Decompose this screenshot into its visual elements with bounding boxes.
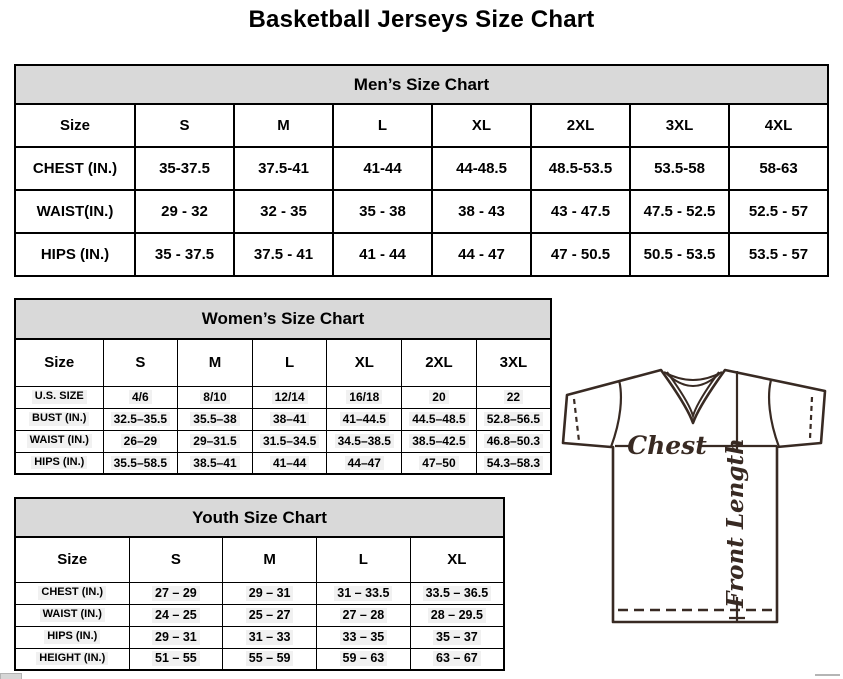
youth-cell-value	[410, 648, 504, 670]
womens-cell-value-text: 31.5–34.5	[260, 434, 319, 448]
womens-row-label	[15, 408, 103, 430]
mens-cell-value: 32 - 35	[234, 190, 333, 233]
jersey-measurement-diagram	[553, 358, 843, 668]
mens-table-title-row	[15, 65, 828, 104]
womens-cell-value	[178, 408, 253, 430]
womens-cell-value-text: 47–50	[419, 456, 458, 470]
womens-row-label-text: BUST (IN.)	[29, 412, 89, 425]
mens-cell-value: 44 - 47	[432, 233, 531, 276]
mens-column-header: 3XL	[630, 104, 729, 147]
womens-cell-value	[402, 408, 477, 430]
youth-cell-value-text: 28 – 29.5	[428, 608, 486, 623]
womens-row-label	[15, 430, 103, 452]
youth-cell-value-text: 55 – 59	[246, 651, 294, 666]
womens-cell-value-text: 12/14	[272, 390, 308, 404]
youth-cell-value-text: 33 – 35	[340, 630, 388, 645]
youth-column-header-row	[15, 537, 504, 582]
chest-label: Chest	[627, 431, 707, 460]
womens-cell-value-text: 29–31.5	[190, 434, 239, 448]
youth-cell-value-text: 59 – 63	[340, 651, 388, 666]
mens-column-header: XL	[432, 104, 531, 147]
youth-cell-value-text: 35 – 37	[433, 630, 481, 645]
right-cuff-dashed-line	[810, 397, 812, 439]
womens-cell-value	[103, 452, 178, 474]
womens-cell-value	[103, 408, 178, 430]
womens-cell-value	[178, 452, 253, 474]
youth-table-title: Youth Size Chart	[15, 498, 504, 537]
mens-table-row	[15, 190, 828, 233]
womens-size-table	[14, 298, 552, 475]
womens-table-row	[15, 452, 551, 474]
youth-row-label-text: HIPS (IN.)	[44, 630, 100, 643]
mens-cell-value: 53.5 - 57	[729, 233, 828, 276]
womens-cell-value	[476, 408, 551, 430]
womens-table-row	[15, 386, 551, 408]
womens-column-header: 3XL	[476, 339, 551, 386]
mens-size-table	[14, 64, 829, 277]
youth-cell-value-text: 31 – 33.5	[334, 586, 392, 601]
womens-cell-value-text: 35.5–38	[190, 412, 239, 426]
womens-table-row	[15, 408, 551, 430]
mens-cell-value: 58-63	[729, 147, 828, 190]
mens-cell-value: 48.5-53.5	[531, 147, 630, 190]
mens-cell-value: 43 - 47.5	[531, 190, 630, 233]
womens-row-label-text: U.S. SIZE	[32, 390, 87, 403]
mens-row-label: WAIST(IN.)	[15, 190, 135, 233]
womens-column-header: 2XL	[402, 339, 477, 386]
womens-cell-value	[252, 430, 327, 452]
womens-cell-value	[476, 386, 551, 408]
mens-column-header-row	[15, 104, 828, 147]
youth-cell-value	[317, 626, 411, 648]
womens-cell-value-text: 44–47	[345, 456, 384, 470]
mens-row-label: CHEST (IN.)	[15, 147, 135, 190]
youth-cell-value	[223, 582, 317, 604]
youth-cell-value	[223, 604, 317, 626]
womens-cell-value-text: 54.3–58.3	[484, 456, 543, 470]
youth-cell-value	[129, 604, 223, 626]
womens-cell-value-text: 35.5–58.5	[111, 456, 170, 470]
womens-cell-value	[402, 430, 477, 452]
scrollbar-fragment-left	[0, 673, 22, 679]
mens-column-header: L	[333, 104, 432, 147]
womens-cell-value	[252, 386, 327, 408]
womens-table-row	[15, 430, 551, 452]
womens-cell-value-text: 16/18	[346, 390, 382, 404]
mens-cell-value: 38 - 43	[432, 190, 531, 233]
youth-table-row	[15, 604, 504, 626]
womens-row-label-text: HIPS (IN.)	[31, 456, 87, 469]
womens-cell-value-text: 32.5–35.5	[111, 412, 170, 426]
jersey-outline	[563, 370, 825, 622]
youth-row-label	[15, 648, 129, 670]
youth-cell-value	[410, 604, 504, 626]
womens-row-label	[15, 386, 103, 408]
youth-row-label-text: HEIGHT (IN.)	[36, 652, 108, 665]
womens-table-title-row	[15, 299, 551, 339]
youth-cell-value	[129, 648, 223, 670]
womens-cell-value-text: 38.5–42.5	[409, 434, 468, 448]
page-title: Basketball Jerseys Size Chart	[248, 6, 595, 33]
youth-cell-value-text: 27 – 29	[152, 586, 200, 601]
youth-column-header: L	[317, 537, 411, 582]
mens-cell-value: 41-44	[333, 147, 432, 190]
youth-column-header: M	[223, 537, 317, 582]
womens-cell-value-text: 38.5–41	[190, 456, 239, 470]
womens-cell-value-text: 26–29	[121, 434, 160, 448]
youth-row-label	[15, 604, 129, 626]
mens-cell-value: 29 - 32	[135, 190, 234, 233]
youth-column-header: S	[129, 537, 223, 582]
mens-cell-value: 37.5 - 41	[234, 233, 333, 276]
mens-cell-value: 50.5 - 53.5	[630, 233, 729, 276]
womens-row-label	[15, 452, 103, 474]
mens-table-row	[15, 233, 828, 276]
collar-vband	[667, 372, 719, 416]
youth-cell-value	[317, 648, 411, 670]
youth-table-row	[15, 626, 504, 648]
mens-column-header: Size	[15, 104, 135, 147]
womens-column-header: L	[252, 339, 327, 386]
youth-row-label	[15, 582, 129, 604]
womens-cell-value-text: 41–44	[270, 456, 309, 470]
left-cuff-dashed-line	[574, 399, 579, 441]
womens-cell-value-text: 41–44.5	[340, 412, 389, 426]
front-length-label: Front Length	[722, 438, 749, 608]
womens-cell-value-text: 20	[429, 390, 448, 404]
mens-cell-value: 35 - 38	[333, 190, 432, 233]
youth-column-header: XL	[410, 537, 504, 582]
youth-cell-value-text: 27 – 28	[340, 608, 388, 623]
womens-cell-value	[103, 430, 178, 452]
youth-cell-value	[223, 626, 317, 648]
youth-cell-value-text: 51 – 55	[152, 651, 200, 666]
womens-column-header-row	[15, 339, 551, 386]
womens-table-title: Women’s Size Chart	[15, 299, 551, 339]
youth-row-label-text: CHEST (IN.)	[38, 586, 106, 599]
womens-cell-value	[327, 408, 402, 430]
youth-cell-value	[129, 626, 223, 648]
youth-column-header: Size	[15, 537, 129, 582]
womens-column-header: M	[178, 339, 253, 386]
youth-cell-value	[223, 648, 317, 670]
youth-cell-value-text: 29 – 31	[152, 630, 200, 645]
mens-cell-value: 47.5 - 52.5	[630, 190, 729, 233]
womens-cell-value	[178, 386, 253, 408]
womens-row-label-text: WAIST (IN.)	[27, 434, 92, 447]
womens-cell-value-text: 52.8–56.5	[484, 412, 543, 426]
womens-cell-value	[327, 452, 402, 474]
mens-cell-value: 53.5-58	[630, 147, 729, 190]
youth-cell-value	[317, 604, 411, 626]
mens-cell-value: 35-37.5	[135, 147, 234, 190]
womens-column-header: S	[103, 339, 178, 386]
womens-cell-value	[476, 452, 551, 474]
mens-cell-value: 44-48.5	[432, 147, 531, 190]
mens-column-header: 4XL	[729, 104, 828, 147]
womens-cell-value	[252, 452, 327, 474]
womens-cell-value-text: 34.5–38.5	[335, 434, 394, 448]
youth-cell-value	[410, 582, 504, 604]
womens-cell-value-text: 46.8–50.3	[484, 434, 543, 448]
womens-cell-value	[103, 386, 178, 408]
youth-cell-value	[129, 582, 223, 604]
womens-cell-value-text: 8/10	[200, 390, 229, 404]
mens-cell-value: 41 - 44	[333, 233, 432, 276]
womens-column-header: XL	[327, 339, 402, 386]
womens-cell-value	[402, 452, 477, 474]
womens-cell-value	[476, 430, 551, 452]
womens-cell-value	[402, 386, 477, 408]
youth-cell-value-text: 31 – 33	[246, 630, 294, 645]
youth-row-label	[15, 626, 129, 648]
youth-table-row	[15, 648, 504, 670]
right-sleeve-seam	[769, 380, 779, 447]
youth-table-title-row	[15, 498, 504, 537]
mens-column-header: M	[234, 104, 333, 147]
womens-cell-value	[178, 430, 253, 452]
womens-column-header: Size	[15, 339, 103, 386]
mens-column-header: S	[135, 104, 234, 147]
youth-row-label-text: WAIST (IN.)	[40, 608, 105, 621]
mens-cell-value: 37.5-41	[234, 147, 333, 190]
mens-cell-value: 47 - 50.5	[531, 233, 630, 276]
youth-cell-value-text: 63 – 67	[433, 651, 481, 666]
mens-row-label: HIPS (IN.)	[15, 233, 135, 276]
youth-cell-value-text: 29 – 31	[246, 586, 294, 601]
youth-cell-value-text: 25 – 27	[246, 608, 294, 623]
womens-cell-value	[252, 408, 327, 430]
mens-column-header: 2XL	[531, 104, 630, 147]
womens-cell-value-text: 44.5–48.5	[409, 412, 468, 426]
youth-cell-value	[317, 582, 411, 604]
youth-cell-value-text: 24 – 25	[152, 608, 200, 623]
left-sleeve-seam	[611, 380, 621, 447]
womens-cell-value-text: 4/6	[129, 390, 152, 404]
mens-table-row	[15, 147, 828, 190]
womens-cell-value-text: 38–41	[270, 412, 309, 426]
mens-cell-value: 52.5 - 57	[729, 190, 828, 233]
youth-cell-value-text: 33.5 – 36.5	[423, 586, 492, 601]
youth-size-table	[14, 497, 505, 671]
womens-cell-value	[327, 430, 402, 452]
womens-cell-value	[327, 386, 402, 408]
scrollbar-fragment-right	[815, 674, 840, 676]
mens-cell-value: 35 - 37.5	[135, 233, 234, 276]
mens-table-title: Men’s Size Chart	[15, 65, 828, 104]
womens-cell-value-text: 22	[504, 390, 523, 404]
youth-table-row	[15, 582, 504, 604]
youth-cell-value	[410, 626, 504, 648]
